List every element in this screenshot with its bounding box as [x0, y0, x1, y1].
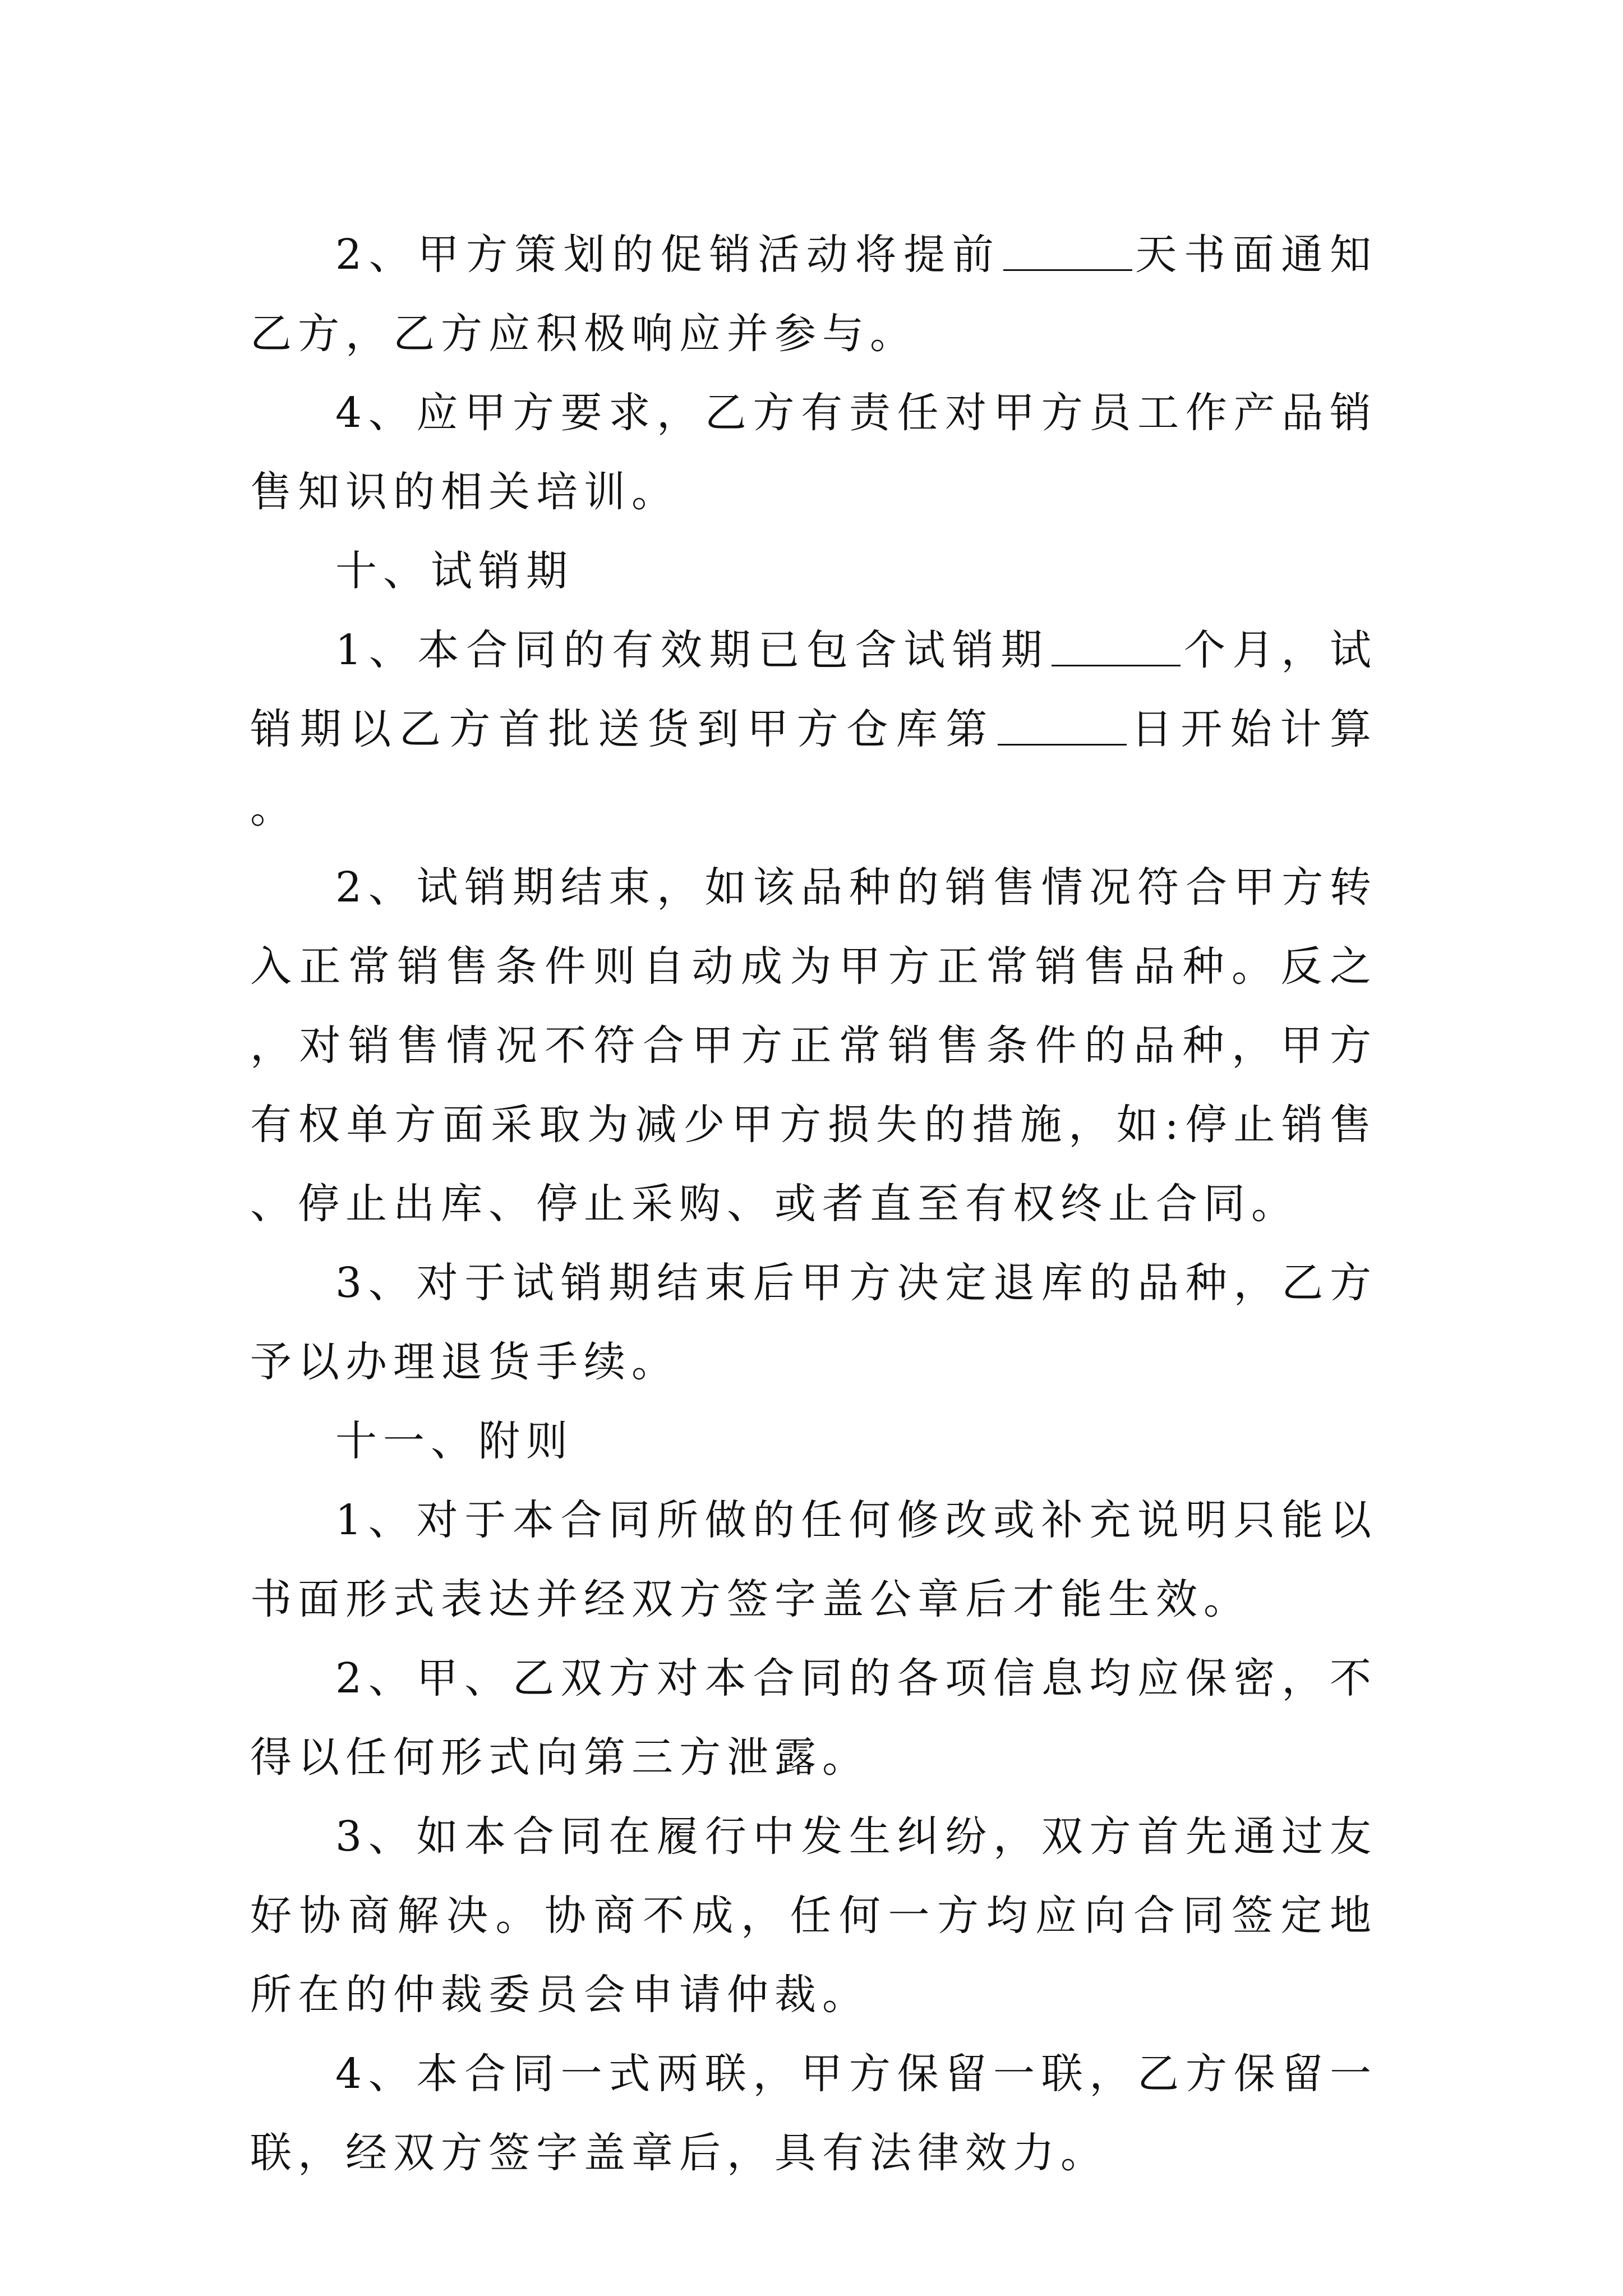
- clause-text: 4、应甲方要求，乙方有责任对甲方员工作产品销售知识的相关培训。: [250, 389, 1377, 516]
- section-heading-trial-period: [250, 532, 1377, 611]
- clause-confidentiality: [250, 1639, 1377, 1797]
- clause-text: 2、甲方策划的促销活动将提前: [335, 231, 1001, 279]
- clause-text: 3、对于试销期结束后甲方决定退库的品种，乙方予以办理退货手续。: [250, 1259, 1377, 1386]
- heading-text: 十、试销期: [335, 547, 574, 595]
- clause-trial-period-duration: [250, 611, 1377, 848]
- clause-text: 3、如本合同在履行中发生纠纷，双方首先通过友好协商解决。协商不成，任何一方均应向合同签定地所在的仲裁委员会申请仲裁。: [250, 1812, 1377, 2019]
- clause-text: 1、本合同的有效期已包含试销期: [335, 626, 1050, 674]
- clause-text: 4、本合同一式两联，甲方保留一联，乙方保留一联，经双方签字盖章后，具有法律效力。: [250, 2050, 1377, 2177]
- clause-text: 天书面通知乙方，乙方应积极响应并参与。: [250, 231, 1377, 358]
- section-heading-supplementary: [250, 1402, 1377, 1481]
- document-body: [250, 215, 1377, 2193]
- clause-text: 2、试销期结束，如该品种的销售情况符合甲方转入正常销售条件则自动成为甲方正常销售品种。反之，对销售情况不符合甲方正常销售条件的品种，甲方有权单方面采取为减少甲方损失的措施，如:停止销售、停止出库、停止采购、或者直至有权终止合同。: [250, 863, 1377, 1228]
- clause-text: 2、甲、乙双方对本合同的各项信息均应保密，不得以任何形式向第三方泄露。: [250, 1654, 1377, 1782]
- clause-trial-period-end: [250, 848, 1377, 1244]
- clause-dispute-resolution: [250, 1797, 1377, 2035]
- clause-promotion-notice: [250, 215, 1377, 374]
- fill-in-blank-months: [1052, 625, 1181, 666]
- clause-staff-training: [250, 374, 1377, 532]
- clause-text: 个月，试销期以乙方首批送货到甲方仓库第: [250, 626, 1377, 753]
- clause-copies-validity: [250, 2035, 1377, 2193]
- fill-in-blank-days: [1003, 230, 1132, 271]
- clause-text: 1、对于本合同所做的任何修改或补充说明只能以书面形式表达并经双方签字盖公章后才能生效。: [250, 1496, 1377, 1623]
- heading-text: 十一、附则: [335, 1417, 574, 1465]
- fill-in-blank-day: [998, 705, 1127, 746]
- clause-text: 日开始计算。: [250, 705, 1377, 832]
- clause-return-procedure: [250, 1244, 1377, 1402]
- clause-amendments: [250, 1481, 1377, 1639]
